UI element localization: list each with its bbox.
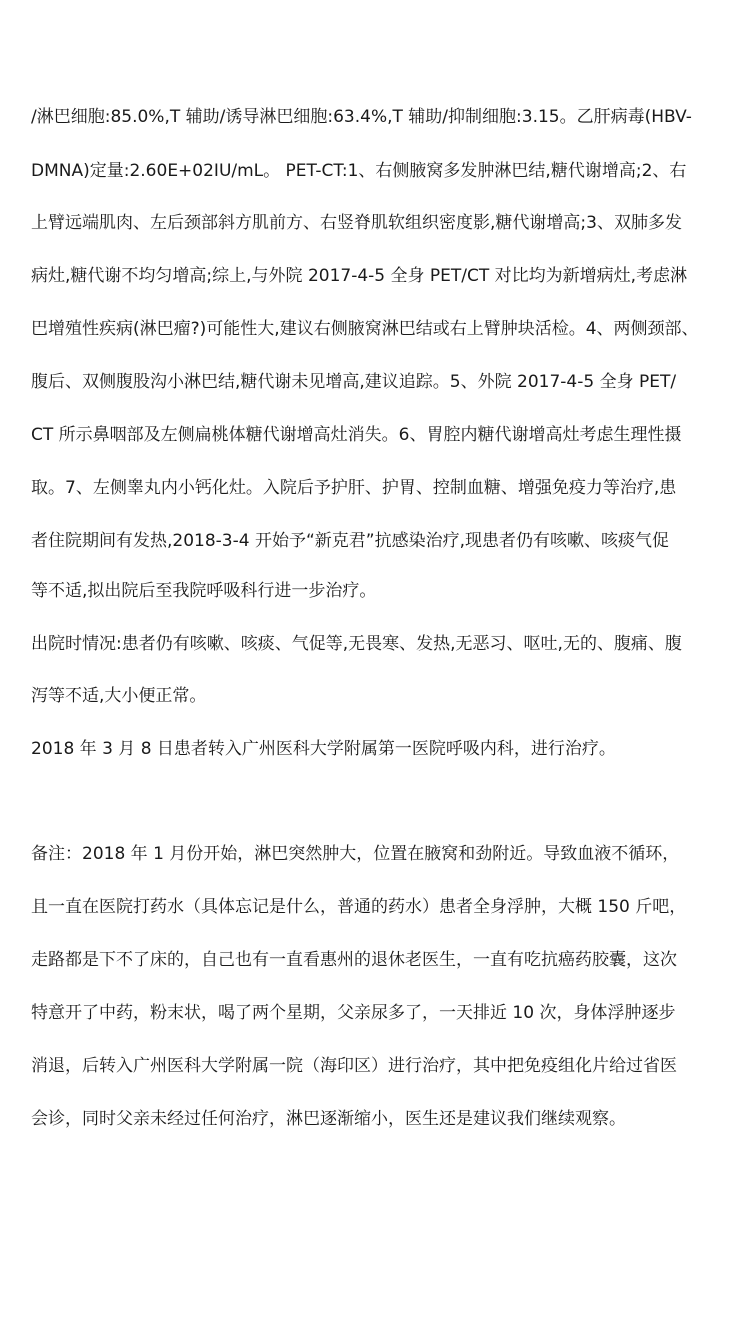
- text-line: /淋巴细胞:85.0%,T 辅助/诱导淋巴细胞:63.4%,T 辅助/抑制细胞:3.15。乙肝病毒(HBV-: [31, 107, 692, 127]
- text-line: 腹后、双侧腹股沟小淋巴结,糖代谢未见增高,建议追踪。5、外院 2017-4-5 全身 PET/: [31, 372, 677, 392]
- text-line: 者住院期间有发热,2018-3-4 开始予“新克君”抗感染治疗,现患者仍有咳嗽、咳痰气促: [31, 531, 669, 551]
- text-line: DMNA)定量:2.60E+02IU/mL。 PET-CT:1、右侧腋窝多发肿淋巴结,糖代谢增高;2、右: [31, 161, 687, 181]
- text-line: 巴增殖性疾病(淋巴瘤?)可能性大,建议右侧腋窝淋巴结或右上臂肿块活检。4、两侧颈部、: [31, 319, 699, 339]
- text-line: 上臂远端肌肉、左后颈部斜方肌前方、右竖脊肌软组织密度影,糖代谢增高;3、双肺多发: [31, 213, 682, 233]
- note-line: 备注：2018 年 1 月份开始，淋巴突然肿大，位置在腋窝和劲附近。导致血液不循环，: [31, 844, 680, 864]
- note-line: 且一直在医院打药水（具体忘记是什么，普通的药水）患者全身浮肿，大概 150 斤吧，: [31, 897, 687, 917]
- text-line: 等不适,拟出院后至我院呼吸科行进一步治疗。: [31, 581, 377, 601]
- note-line: 会诊，同时父亲未经过任何治疗，淋巴逐渐缩小，医生还是建议我们继续观察。: [31, 1109, 626, 1129]
- note-line: 特意开了中药，粉末状，喝了两个星期，父亲尿多了，一天排近 10 次，身体浮肿逐步: [31, 1003, 676, 1023]
- text-line: 病灶,糖代谢不均匀增高;综上,与外院 2017-4-5 全身 PET/CT 对比均为新增病灶,考虑淋: [31, 266, 688, 286]
- transfer-line: 2018 年 3 月 8 日患者转入广州医科大学附属第一医院呼吸内科，进行治疗。: [31, 739, 616, 759]
- discharge-status-line: 出院时情况:患者仍有咳嗽、咳痰、气促等,无畏寒、发热,无恶习、呕吐,无的、腹痛、腹: [31, 634, 682, 654]
- note-line: 走路都是下不了床的，自己也有一直看惠州的退休老医生，一直有吃抗癌药胶囊，这次: [31, 950, 677, 970]
- discharge-status-line: 泻等不适,大小便正常。: [31, 686, 207, 706]
- note-line: 消退，后转入广州医科大学附属一院（海印区）进行治疗，其中把免疫组化片给过省医: [31, 1056, 677, 1076]
- text-line: CT 所示鼻咽部及左侧扁桃体糖代谢增高灶消失。6、胃腔内糖代谢增高灶考虑生理性摄: [31, 425, 682, 445]
- text-line: 取。7、左侧睾丸内小钙化灶。入院后予护肝、护胃、控制血糖、增强免疫力等治疗,患: [31, 478, 677, 498]
